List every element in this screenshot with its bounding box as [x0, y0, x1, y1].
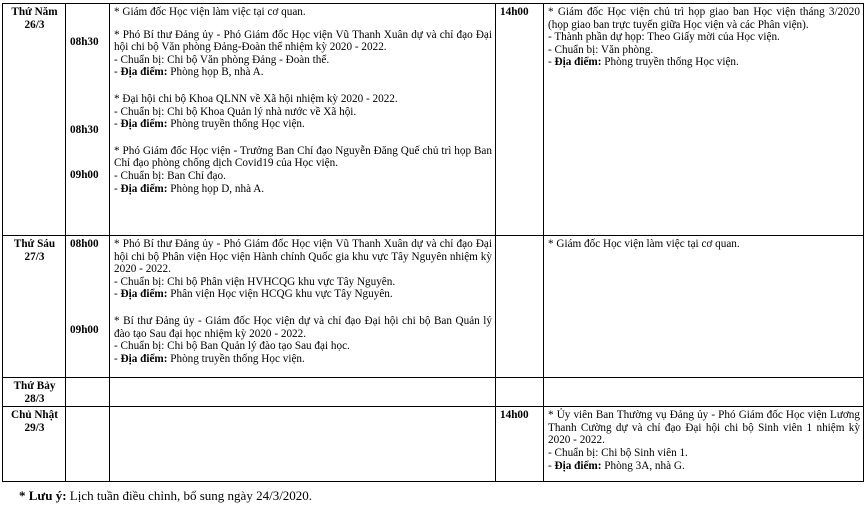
location-label: Địa điểm: [120, 118, 168, 131]
time-cell-saturday-am [66, 378, 110, 407]
event-location: - Địa điểm: Phòng truyền thống Học viện. [114, 118, 305, 131]
location-value: Phòng họp D, nhà A. [170, 182, 265, 195]
morning-cell-sunday [110, 407, 496, 482]
day-date: 28/3 [24, 392, 45, 405]
event-item [114, 29, 492, 79]
event-text: * Giám đốc Học viện chủ trì họp giao ban Học viện tháng 3/2020 (họp giao ban trực tuyến giữa Học viện và các Phân viện). [548, 6, 860, 31]
location-label: Địa điểm: [554, 56, 602, 69]
event-location: - Địa điểm: Phòng họp B, nhà A. [114, 66, 264, 79]
event-text: * Giám đốc Học viện làm việc tại cơ quan. [114, 6, 306, 18]
event-prep: - Chuẩn bị: Chi bộ Khoa Quản lý nhà nước về Xã hội. [114, 105, 357, 118]
day-cell-saturday [3, 378, 66, 407]
day-cell-sunday [3, 407, 66, 482]
time-label: 09h00 [70, 324, 99, 336]
location-value: Phân viện Học viện HCQG khu vực Tây Nguyên. [170, 288, 393, 301]
location-label: Địa điểm: [120, 288, 168, 301]
event-prep: - Chuẩn bị: Ban Chỉ đạo. [114, 169, 226, 182]
day-date: 29/3 [24, 421, 45, 434]
location-value: Phòng truyền thống Học viện. [604, 56, 739, 69]
row-thursday [3, 4, 864, 236]
day-name: Chủ Nhật [11, 409, 58, 422]
event-text: * Ủy viên Ban Thường vụ Đảng ủy - Phó Giám đốc Học viện Lương Thanh Cường dự và chỉ đạo Đại hội chi bộ Sinh viên 1 nhiệm kỳ 2020 - 2022. [548, 409, 860, 447]
time-cell-saturday-pm [496, 378, 544, 407]
footnote [19, 488, 312, 504]
location-label: Địa điểm: [554, 459, 602, 472]
time-cell-friday-am [66, 236, 110, 378]
day-name: Thứ Bảy [13, 380, 56, 392]
afternoon-cell-friday [544, 236, 864, 378]
afternoon-cell-saturday [544, 378, 864, 407]
day-cell-friday [3, 236, 66, 378]
footnote-label: * Lưu ý: [19, 488, 67, 503]
event-text: * Phó Giám đốc Học viện - Trưởng Ban Chỉ đạo Nguyễn Đăng Quế chủ trì họp Ban Chỉ đạo phòng chống dịch Covid19 của Học viện. [114, 144, 492, 170]
location-value: Phòng 3A, nhà G. [604, 459, 685, 472]
event-item [114, 315, 492, 365]
location-value: Phòng truyền thống Học viện. [170, 118, 305, 131]
event-prep: - Chuẩn bị: Chi bộ Ban Quản lý đào tạo Sau đại học. [114, 340, 350, 353]
time-label: 14h00 [500, 409, 529, 422]
event-location: - Địa điểm: Phòng họp D, nhà A. [114, 182, 265, 195]
time-cell-thursday-pm [496, 4, 544, 236]
row-friday [3, 236, 864, 378]
event-item [114, 145, 492, 195]
afternoon-cell-thursday [544, 4, 864, 236]
morning-cell-thursday [110, 4, 496, 236]
time-cell-sunday-pm [496, 407, 544, 482]
afternoon-cell-sunday [544, 407, 864, 482]
day-date: 26/3 [24, 18, 45, 31]
location-label: Địa điểm: [120, 182, 168, 195]
time-cell-sunday-am [66, 407, 110, 482]
time-cell-thursday-am [66, 4, 110, 236]
day-name: Thứ Sáu [13, 238, 56, 250]
time-label: 08h00 [70, 238, 99, 250]
location-value: Phòng họp B, nhà A. [170, 66, 264, 79]
schedule-table [2, 3, 864, 482]
event-text: * Phó Bí thư Đảng ủy - Phó Giám đốc Học viện Vũ Thanh Xuân dự và chỉ đạo Đại hội chi bộ Văn phòng Đảng-Đoàn thể nhiệm kỳ 2020 - 2022. [114, 28, 492, 54]
time-label: 08h30 [70, 36, 99, 48]
event-prep: - Chuẩn bị: Chi bộ Sinh viên 1. [548, 446, 688, 459]
morning-cell-friday [110, 236, 496, 378]
event-text: * Phó Bí thư Đảng ủy - Phó Giám đốc Học viện Vũ Thanh Xuân dự và chỉ đạo Đại hội chi bộ Phân viện Học viện Hành chính Quốc gia khu vực Tây Nguyên nhiệm kỳ 2020 - 2022. [114, 238, 492, 276]
time-label: 08h30 [70, 124, 99, 136]
event-text: * Đại hội chi bộ Khoa QLNN về Xã hội nhiệm kỳ 2020 - 2022. [114, 92, 398, 105]
event-members: - Thành phần dự họp: Theo Giấy mời của Học viện. [548, 31, 780, 44]
event-prep: - Chuẩn bị: Văn phòng. [548, 43, 654, 56]
event-prep: - Chuẩn bị: Chi bộ Phân viện HVHCQG khu vực Tây Nguyên. [114, 275, 396, 288]
event-item [114, 238, 492, 301]
event-location: - Địa điểm: Phòng truyền thống Học viện. [114, 352, 305, 365]
row-sunday [3, 407, 864, 482]
time-label: 14h00 [500, 6, 529, 18]
footnote-text: Lịch tuần điều chỉnh, bổ sung ngày 24/3/2020. [69, 488, 313, 503]
time-cell-friday-pm [496, 236, 544, 378]
day-cell-thursday [3, 4, 66, 236]
morning-cell-saturday [110, 378, 496, 407]
row-saturday [3, 378, 864, 407]
day-date: 27/3 [24, 250, 45, 263]
event-location: - Địa điểm: Phân viện Học viện HCQG khu vực Tây Nguyên. [114, 288, 393, 301]
event-location: - Địa điểm: Phòng 3A, nhà G. [548, 459, 685, 472]
location-label: Địa điểm: [120, 66, 168, 79]
day-name: Thứ Năm [11, 6, 58, 18]
event-text: * Bí thư Đảng ủy - Giám đốc Học viện dự và chỉ đạo Đại hội chi bộ Ban Quản lý đào tạo Sau đại học nhiệm kỳ 2020 - 2022. [114, 314, 492, 340]
event-location: - Địa điểm: Phòng truyền thống Học viện. [548, 56, 739, 69]
time-label: 09h00 [70, 169, 99, 181]
event-prep: - Chuẩn bị: Chi bộ Văn phòng Đảng - Đoàn thể. [114, 53, 330, 66]
location-value: Phòng truyền thống Học viện. [170, 352, 305, 365]
event-item [114, 93, 492, 131]
event-text: * Giám đốc Học viện làm việc tại cơ quan. [548, 238, 740, 250]
location-label: Địa điểm: [120, 352, 168, 365]
